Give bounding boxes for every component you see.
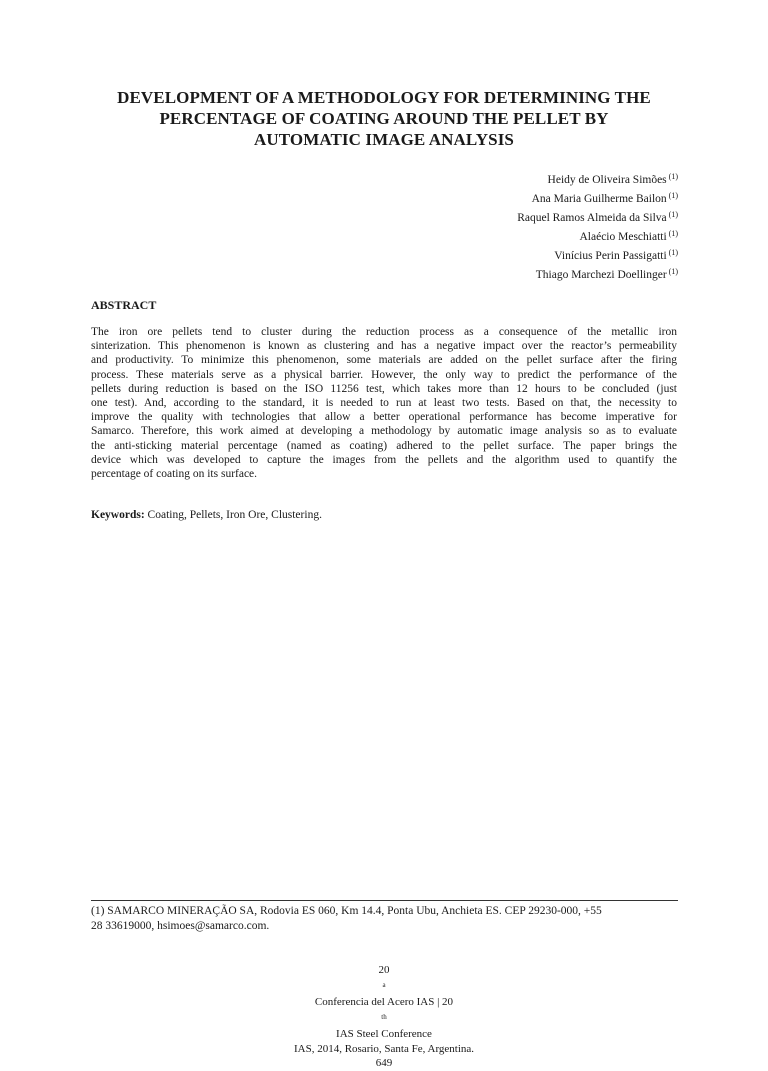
author-name: Heidy de Oliveira Simões [547,174,667,186]
footnote-line: 28 33619000, hsimoes@samarco.com. [91,919,270,932]
abstract-line: The iron ore pellets tend to cluster during the reduction process as a consequence of the metallic iron [91,326,677,338]
abstract-body [91,325,677,481]
page-footer [0,963,768,1071]
author [517,245,678,264]
abstract-line: sinterization. This phenomenon is known as clustering and has a negative impact over the reactor’s permeability [91,340,677,353]
author-affiliation: (1) [668,172,678,181]
author [517,207,678,226]
abstract-line: Samarco. Therefore, this work aimed at developing a methodology by automatic image analysis so as to evaluate [91,425,677,438]
author-list [517,169,678,283]
author [517,169,678,188]
author [517,264,678,283]
abstract-line: pellets during reduction is based on the ISO 11256 test, which takes more than 12 hours to be concluded (just [91,382,677,395]
footer-text: 20 [378,964,390,976]
author-affiliation: (1) [668,210,678,219]
author-affiliation: (1) [668,229,678,238]
title-line: AUTOMATIC IMAGE ANALYSIS [254,130,514,149]
abstract-line: one test). And, according to the standard, it is needed to run at least two tests. Based on that, the necessity to [91,397,677,410]
author-affiliation: (1) [668,267,678,276]
author-name: Thiago Marchezi Doellinger [535,269,667,281]
footer-text: IAS Steel Conference [336,1028,432,1040]
author [517,226,678,245]
affiliation-footnote [91,904,681,933]
abstract-line: percentage of coating on its surface. [91,468,258,481]
abstract-line: process. These materials serve as a physical barrier. However, the only way to predict the performance of the [91,368,677,381]
footer-superscript: a [382,980,386,989]
author-name: Ana Maria Guilherme Bailon [531,193,667,205]
abstract-line: device which was developed to capture the images from the pellets and the algorithm used to quantify the [91,453,677,466]
footer-superscript: th [381,1012,387,1021]
keywords [91,508,322,523]
author-name: Alaécio Meschiatti [579,231,667,243]
footnote-line: (1) SAMARCO MINERAÇÃO SA, Rodovia ES 060, Km 14.4, Ponta Ubu, Anchieta ES. CEP 29230-000, +55 [91,905,602,917]
author-affiliation: (1) [668,248,678,257]
conference-location: IAS, 2014, Rosario, Santa Fe, Argentina. [293,1042,475,1055]
author [517,188,678,207]
title-line: PERCENTAGE OF COATING AROUND THE PELLET BY [159,109,609,128]
keywords-label: Keywords: [91,509,145,521]
footer-text: Conferencia del Acero IAS | 20 [314,996,454,1008]
page-number: 649 [375,1057,393,1069]
conference-line [0,963,768,1042]
keywords-value: Coating, Pellets, Iron Ore, Clustering. [147,509,322,521]
author-name: Raquel Ramos Almeida da Silva [517,212,667,224]
abstract-line: and productivity. To minimize this phenomenon, some materials are added on the pellet surface after the firing [91,354,677,367]
abstract-line: the anti-sticking material percentage (named as coating) adhered to the pellet surface. The paper brings the [91,439,677,452]
abstract-line: improve the quality with technologies that allow a better operational performance has become imperative for [91,411,677,424]
author-affiliation: (1) [668,191,678,200]
footnote-divider [91,900,678,901]
author-name: Vinícius Perin Passigatti [554,250,667,262]
title-line: DEVELOPMENT OF A METHODOLOGY FOR DETERMINING THE [117,88,651,107]
paper-title [60,87,708,150]
abstract-heading: ABSTRACT [91,298,157,312]
